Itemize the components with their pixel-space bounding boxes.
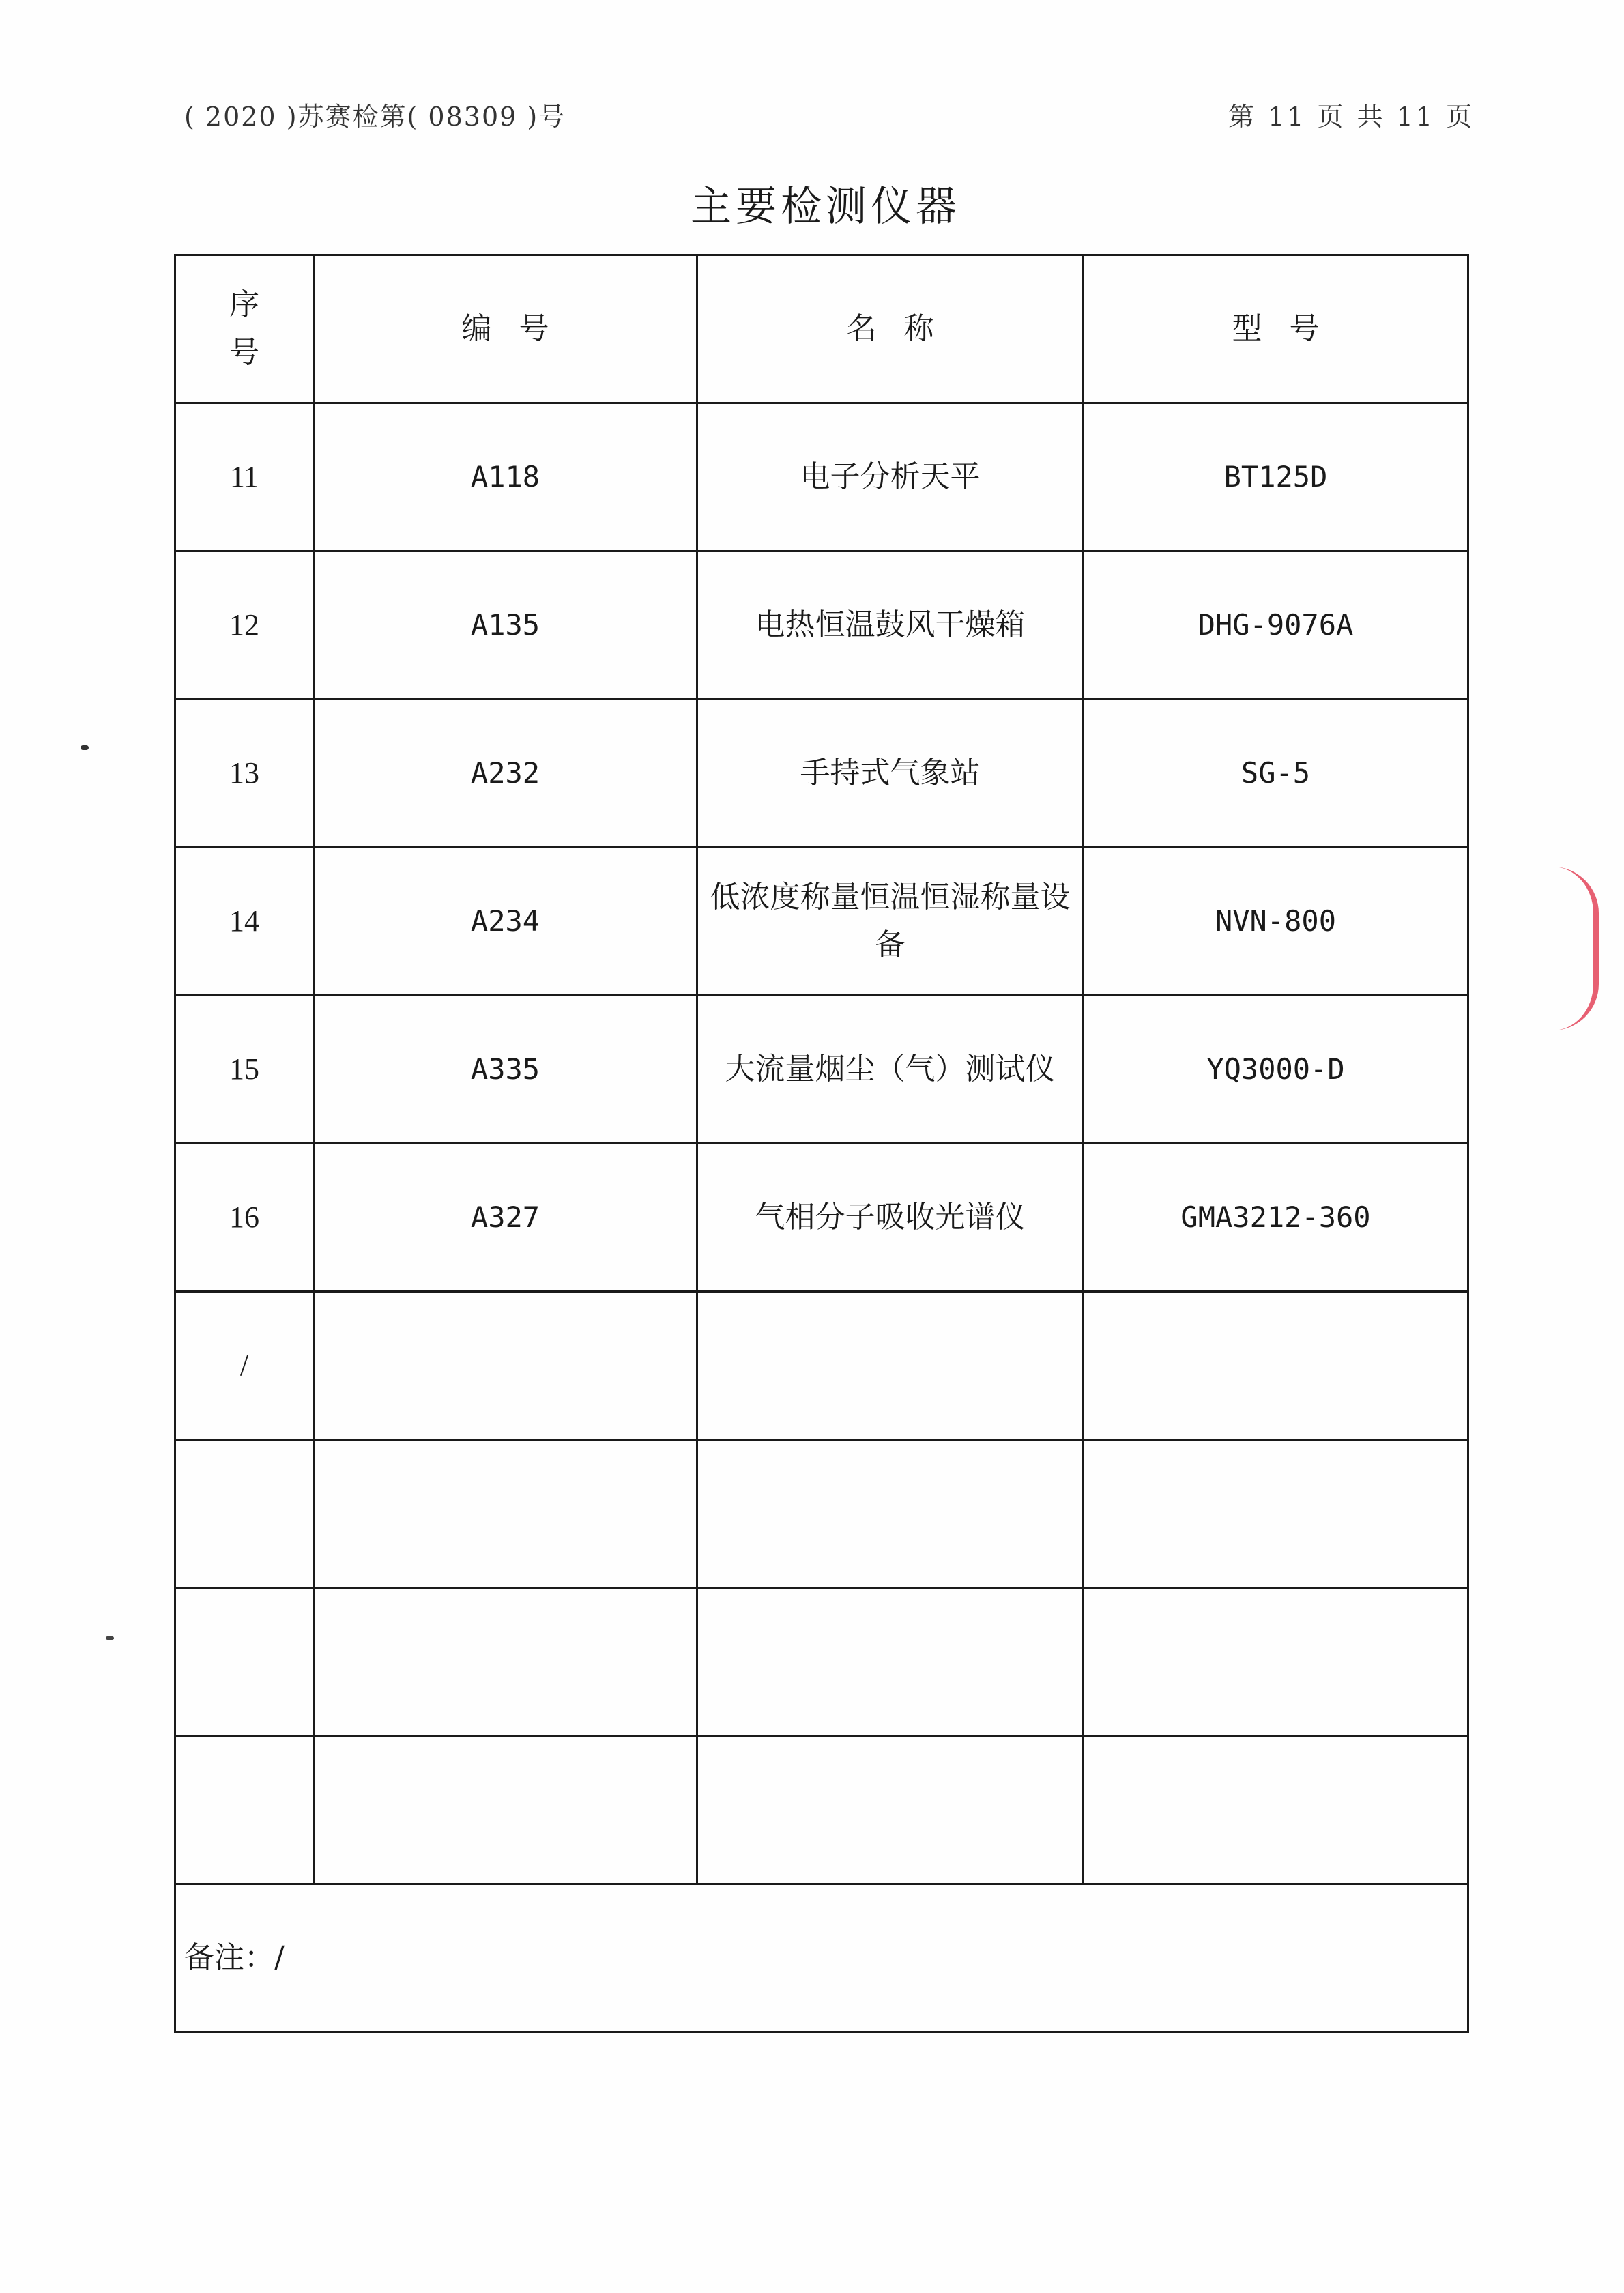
cell-seq: 16 [175, 1144, 314, 1292]
column-header-model: 型号 [1084, 255, 1468, 403]
cell-code: A135 [314, 551, 697, 700]
table-row [175, 996, 1468, 1144]
cell-name [697, 1588, 1084, 1736]
cell-model [1084, 1292, 1468, 1440]
cell-name: 低浓度称量恒温恒湿称量设备 [697, 848, 1084, 996]
remark-row [175, 1884, 1468, 2032]
table-row [175, 551, 1468, 700]
scan-speck [106, 1636, 114, 1640]
column-header-code: 编号 [314, 255, 697, 403]
cell-seq: 12 [175, 551, 314, 700]
cell-model: DHG-9076A [1084, 551, 1468, 700]
table-row [175, 700, 1468, 848]
cell-model [1084, 1440, 1468, 1588]
report-number: ( 2020 )苏赛检第( 08309 )号 [184, 102, 566, 132]
remark-cell: 备注：/ [175, 1884, 1468, 2032]
table-row [175, 403, 1468, 551]
cell-code [314, 1588, 697, 1736]
cell-model: GMA3212-360 [1084, 1144, 1468, 1292]
cell-code [314, 1736, 697, 1884]
cell-seq [175, 1588, 314, 1736]
cell-code: A232 [314, 700, 697, 848]
cell-code: A234 [314, 848, 697, 996]
seal-edge-mark [1552, 867, 1599, 1030]
cell-name: 气相分子吸收光谱仪 [697, 1144, 1084, 1292]
cell-code [314, 1292, 697, 1440]
column-header-seq: 序号 [175, 255, 314, 403]
table-row [175, 1292, 1468, 1440]
cell-seq: 11 [175, 403, 314, 551]
page-info: 第 11 页 共 11 页 [1228, 102, 1475, 132]
cell-seq: 14 [175, 848, 314, 996]
table-row [175, 1440, 1468, 1588]
cell-model [1084, 1588, 1468, 1736]
cell-code: A118 [314, 403, 697, 551]
table-row [175, 1736, 1468, 1884]
cell-code [314, 1440, 697, 1588]
cell-model: NVN-800 [1084, 848, 1468, 996]
cell-code: A335 [314, 996, 697, 1144]
cell-model: BT125D [1084, 403, 1468, 551]
table-row [175, 848, 1468, 996]
table-row [175, 1144, 1468, 1292]
cell-name: 电子分析天平 [697, 403, 1084, 551]
cell-seq: / [175, 1292, 314, 1440]
cell-name [697, 1292, 1084, 1440]
scan-speck [81, 745, 89, 750]
cell-name: 大流量烟尘（气）测试仪 [697, 996, 1084, 1144]
table-header-row [175, 255, 1468, 403]
cell-name [697, 1440, 1084, 1588]
cell-name: 电热恒温鼓风干燥箱 [697, 551, 1084, 700]
cell-code: A327 [314, 1144, 697, 1292]
table-row [175, 1588, 1468, 1736]
page-title: 主要检测仪器 [691, 183, 961, 231]
cell-model: SG-5 [1084, 700, 1468, 848]
cell-name [697, 1736, 1084, 1884]
equipment-table [174, 254, 1469, 2033]
cell-seq [175, 1736, 314, 1884]
cell-name: 手持式气象站 [697, 700, 1084, 848]
cell-seq: 15 [175, 996, 314, 1144]
cell-seq [175, 1440, 314, 1588]
cell-model: YQ3000-D [1084, 996, 1468, 1144]
cell-model [1084, 1736, 1468, 1884]
cell-seq: 13 [175, 700, 314, 848]
column-header-name: 名称 [697, 255, 1084, 403]
